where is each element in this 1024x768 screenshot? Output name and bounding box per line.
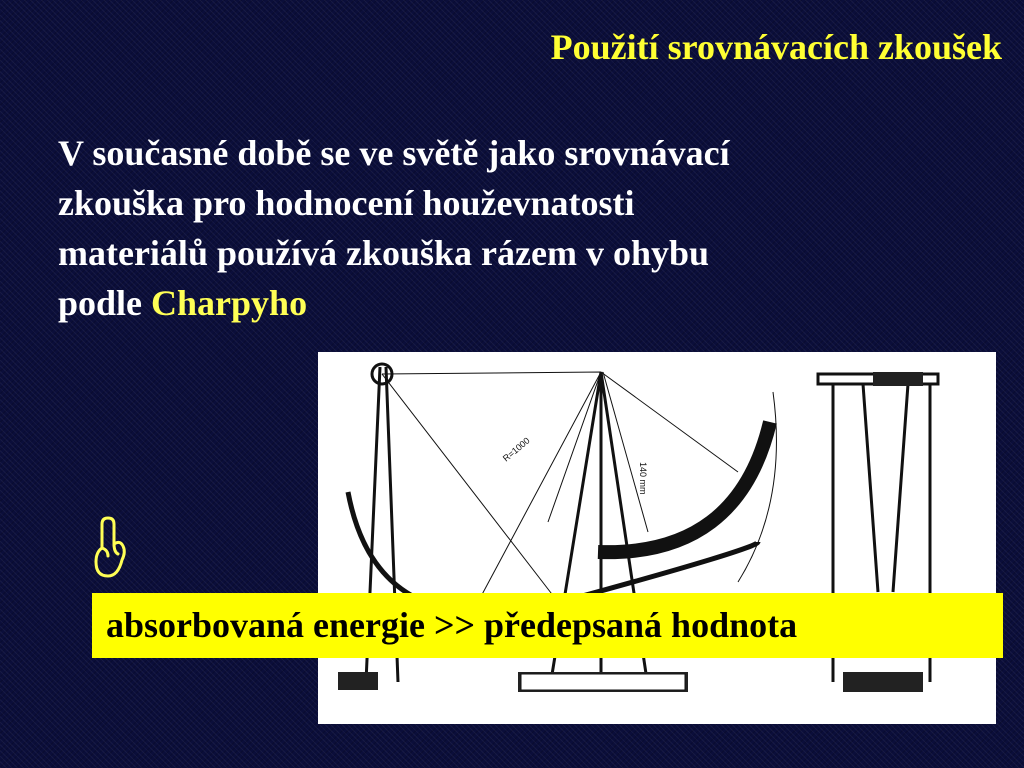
right-head	[873, 372, 923, 386]
charpy-highlight: Charpyho	[151, 283, 308, 323]
pendulum-drawing-svg	[318, 352, 996, 724]
body-line-4	[58, 278, 938, 328]
radius-line	[603, 372, 648, 532]
right-base	[843, 672, 923, 692]
left-base	[338, 672, 378, 690]
body-paragraph	[58, 128, 938, 328]
charpy-pendulum-drawing	[318, 352, 996, 724]
body-line-2: zkouška pro hodnocení houževnatosti	[58, 183, 635, 223]
length-label: 140 mm	[638, 462, 648, 495]
body-line-4-prefix: podle	[58, 283, 152, 323]
slide-title: Použití srovnávacích zkoušek	[550, 27, 1002, 67]
body-line-3: materiálů používá zkouška rázem v ohybu	[58, 233, 710, 273]
absorbed-energy-callout: absorbovaná energie >> předepsaná hodnota	[92, 593, 1003, 658]
right-pendulum	[863, 384, 908, 592]
radius-label: R=1000	[500, 435, 532, 464]
base-fill	[521, 674, 685, 690]
body-line-1: V současné době se ve světě jako srovnávací	[58, 133, 730, 173]
pointing-hand-icon	[92, 514, 130, 580]
